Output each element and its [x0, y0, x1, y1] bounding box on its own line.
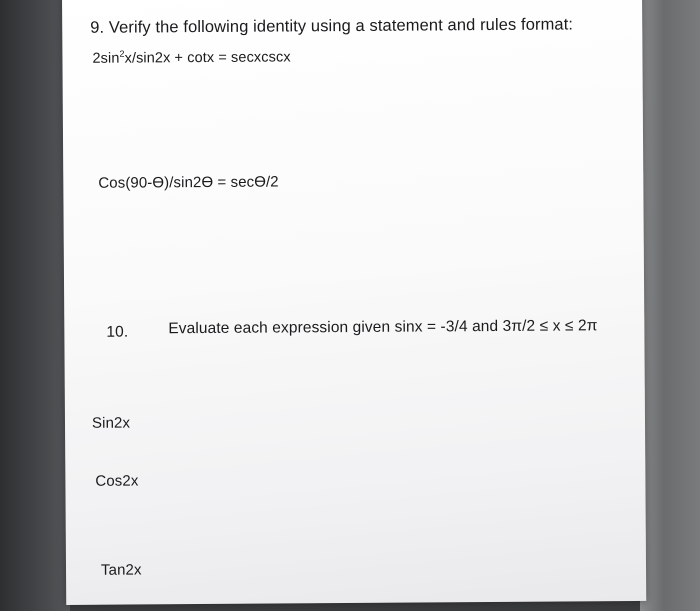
expression-tan2x: Tan2x [100, 561, 142, 579]
identity-1-rest: x/sin2x + cotx = secxcscx [124, 49, 291, 67]
expression-cos2x: Cos2x [95, 472, 139, 490]
question-9-heading: 9. Verify the following identity using a statement and rules format: [90, 15, 574, 37]
question-10-prompt: Evaluate each expression given sinx = -3/4 and 3π/2 ≤ x ≤ 2π [168, 317, 598, 338]
background-left [0, 0, 70, 611]
background-right [640, 0, 700, 611]
identity-1 [92, 49, 290, 66]
identity-1-prefix: 2sin [92, 50, 120, 67]
identity-2: Cos(90-ϴ)/sin2ϴ = secϴ/2 [98, 173, 279, 192]
identity-1-exponent: 2 [119, 48, 125, 59]
expression-sin2x: Sin2x [91, 414, 131, 432]
question-10-number: 10. [106, 323, 129, 341]
worksheet-page [62, 0, 646, 605]
